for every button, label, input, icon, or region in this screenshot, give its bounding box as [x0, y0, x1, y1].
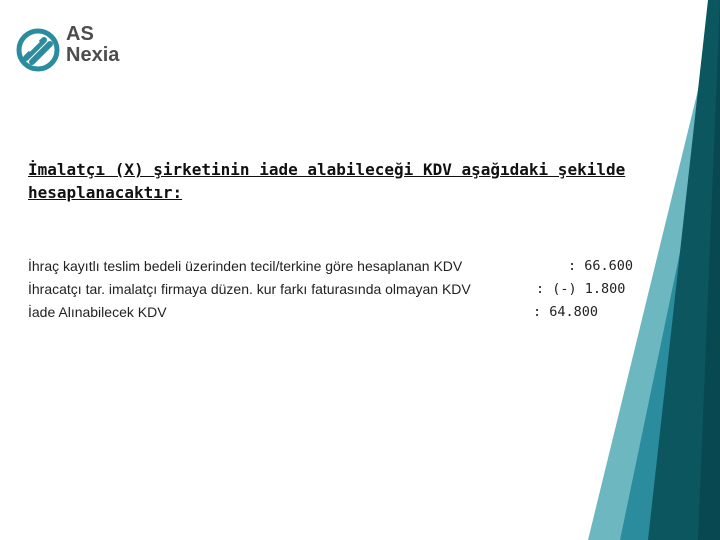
calc-row-export-vat — [28, 258, 668, 281]
calc-row-value: : 66.600 — [568, 258, 634, 274]
heading-line-2: hesaplanacaktır: — [28, 183, 183, 202]
kdv-calculation — [28, 258, 668, 327]
calc-row-label: İhracatçı tar. imalatçı firmaya düzen. kur farkı faturasında olmayan KDV — [28, 281, 471, 297]
calc-row-refundable-vat — [28, 304, 668, 327]
logo-line-nexia: Nexia — [66, 44, 120, 66]
logo-line-as: AS — [66, 23, 94, 45]
page-heading — [28, 158, 668, 204]
logo-wordmark — [66, 24, 119, 66]
calc-row-value: : (-) 1.800 — [536, 281, 626, 297]
nexia-logo — [16, 24, 136, 74]
calc-row-label: İhraç kayıtlı teslim bedeli üzerinden tecil/terkine göre hesaplanan KDV — [28, 258, 463, 274]
calc-row-label: İade Alınabilecek KDV — [28, 304, 167, 320]
heading-line-1: İmalatçı (X) şirketinin iade alabileceği KDV aşağıdaki şekilde — [28, 160, 626, 179]
calc-row-value: : 64.800 — [533, 304, 599, 320]
calc-row-exchange-diff — [28, 281, 668, 304]
nexia-logo-mark-icon — [16, 28, 60, 72]
